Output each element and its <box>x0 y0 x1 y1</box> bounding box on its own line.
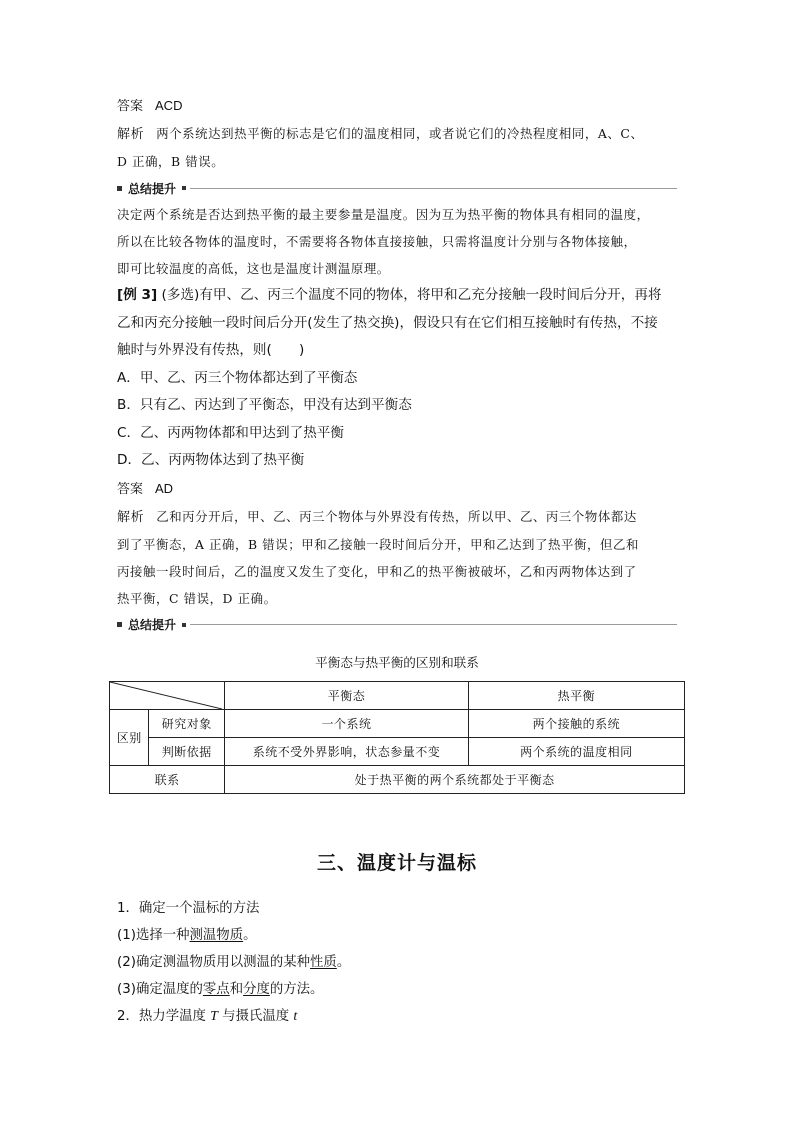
analysis-2-line-3: 丙接触一段时间后，乙的温度又发生了变化，甲和乙的热平衡被破坏，乙和丙两物体达到了 <box>117 563 637 579</box>
table-cell: 两个接触的系统 <box>468 709 684 737</box>
table-cell: 一个系统 <box>225 709 469 737</box>
option-c: C．乙、丙两物体都和甲达到了热平衡 <box>117 424 344 441</box>
list-item: 2．热力学温度 T 与摄氏温度 t <box>117 1009 298 1025</box>
table-row <box>110 709 685 737</box>
table-title: 平衡态与热平衡的区别和联系 <box>315 654 479 670</box>
table-cell: 系统不受外界影响，状态参量不变 <box>225 737 469 765</box>
example-3-line-2: 乙和丙充分接触一段时间后分开(发生了热交换)，假设只有在它们相互接触时有传热，不接 <box>117 314 658 331</box>
answer-2 <box>117 475 677 503</box>
row-label: 研究对象 <box>149 709 225 737</box>
analysis-label: 解析 <box>117 509 145 525</box>
square-bullet-icon <box>182 623 186 627</box>
summary-title: 总结提升 <box>128 618 177 632</box>
section-heading: 三、温度计与温标 <box>316 851 477 874</box>
comparison-table <box>109 681 685 794</box>
summary-1-line-3: 即可比较温度的高低，这也是温度计测温原理。 <box>117 261 390 276</box>
table-cell: 两个系统的温度相同 <box>468 737 684 765</box>
table-row <box>110 737 685 765</box>
answer-value: AD <box>155 480 174 496</box>
square-bullet-icon <box>117 622 122 627</box>
row-label: 联系 <box>110 765 225 793</box>
row-label: 判断依据 <box>149 737 225 765</box>
document-page <box>117 92 677 1031</box>
analysis-2 <box>117 503 677 531</box>
list-item: (2)确定测温物质用以测温的某种性质。 <box>117 954 351 970</box>
analysis-1-line-2: D 正确，B 错误。 <box>117 154 225 169</box>
table-cell: 处于热平衡的两个系统都处于平衡态 <box>225 765 685 793</box>
summary-1-line-1: 决定两个系统是否达到热平衡的最主要参量是温度。因为互为热平衡的物体具有相同的温度， <box>117 207 650 222</box>
list-item: (3)确定温度的零点和分度的方法。 <box>117 982 324 998</box>
answer-label: 答案 <box>117 99 144 114</box>
answer-value: ACD <box>155 98 183 113</box>
table-row <box>110 681 685 709</box>
list-item: 1．确定一个温标的方法 <box>117 900 260 916</box>
option-a: A．甲、乙、丙三个物体都达到了平衡态 <box>117 369 358 386</box>
diagonal-line <box>110 682 222 709</box>
analysis-2-line-4: 热平衡，C 错误，D 正确。 <box>117 590 277 606</box>
example-3-line-3: 触时与外界没有传热，则( ) <box>117 342 305 358</box>
analysis-1-line-1: 两个系统达到热平衡的标志是它们的温度相同，或者说它们的冷热程度相同，A、C、 <box>156 126 644 141</box>
summary-header-2 <box>117 612 677 638</box>
summary-header-1 <box>117 175 677 201</box>
group-label-difference: 区别 <box>110 709 149 765</box>
square-bullet-icon <box>182 186 186 190</box>
example-tag: [例 3] <box>117 287 158 303</box>
answer-1 <box>117 92 677 120</box>
diagonal-header-cell <box>110 681 225 709</box>
summary-title: 总结提升 <box>128 181 177 196</box>
summary-rule <box>190 624 677 625</box>
square-bullet-icon <box>117 186 122 191</box>
option-d: D．乙、丙两物体达到了热平衡 <box>117 452 305 468</box>
option-b: B．只有乙、丙达到了平衡态，甲没有达到平衡态 <box>117 397 412 413</box>
analysis-2-line-2: 到了平衡态，A 正确，B 错误；甲和乙接触一段时间后分开，甲和乙达到了热平衡，但乙和 <box>117 536 639 552</box>
analysis-1 <box>117 120 677 148</box>
header-thermal-equilibrium: 热平衡 <box>468 681 684 709</box>
analysis-label: 解析 <box>117 127 145 142</box>
table-row <box>110 765 685 793</box>
example-3-line-1: [例 3] (多选)有甲、乙、丙三个温度不同的物体，将甲和乙充分接触一段时间后分开，再将 <box>117 287 662 303</box>
summary-rule <box>190 188 677 189</box>
analysis-2-line-1: 乙和丙分开后，甲、乙、丙三个物体与外界没有传热，所以甲、乙、丙三个物体都达 <box>156 508 637 524</box>
answer-label: 答案 <box>117 481 144 497</box>
header-equilibrium: 平衡态 <box>225 681 469 709</box>
list-item: (1)选择一种测温物质。 <box>117 927 257 943</box>
example-3-stem <box>117 282 677 365</box>
summary-1-line-2: 所以在比较各物体的温度时，不需要将各物体直接接触，只需将温度计分别与各物体接触， <box>117 234 637 249</box>
